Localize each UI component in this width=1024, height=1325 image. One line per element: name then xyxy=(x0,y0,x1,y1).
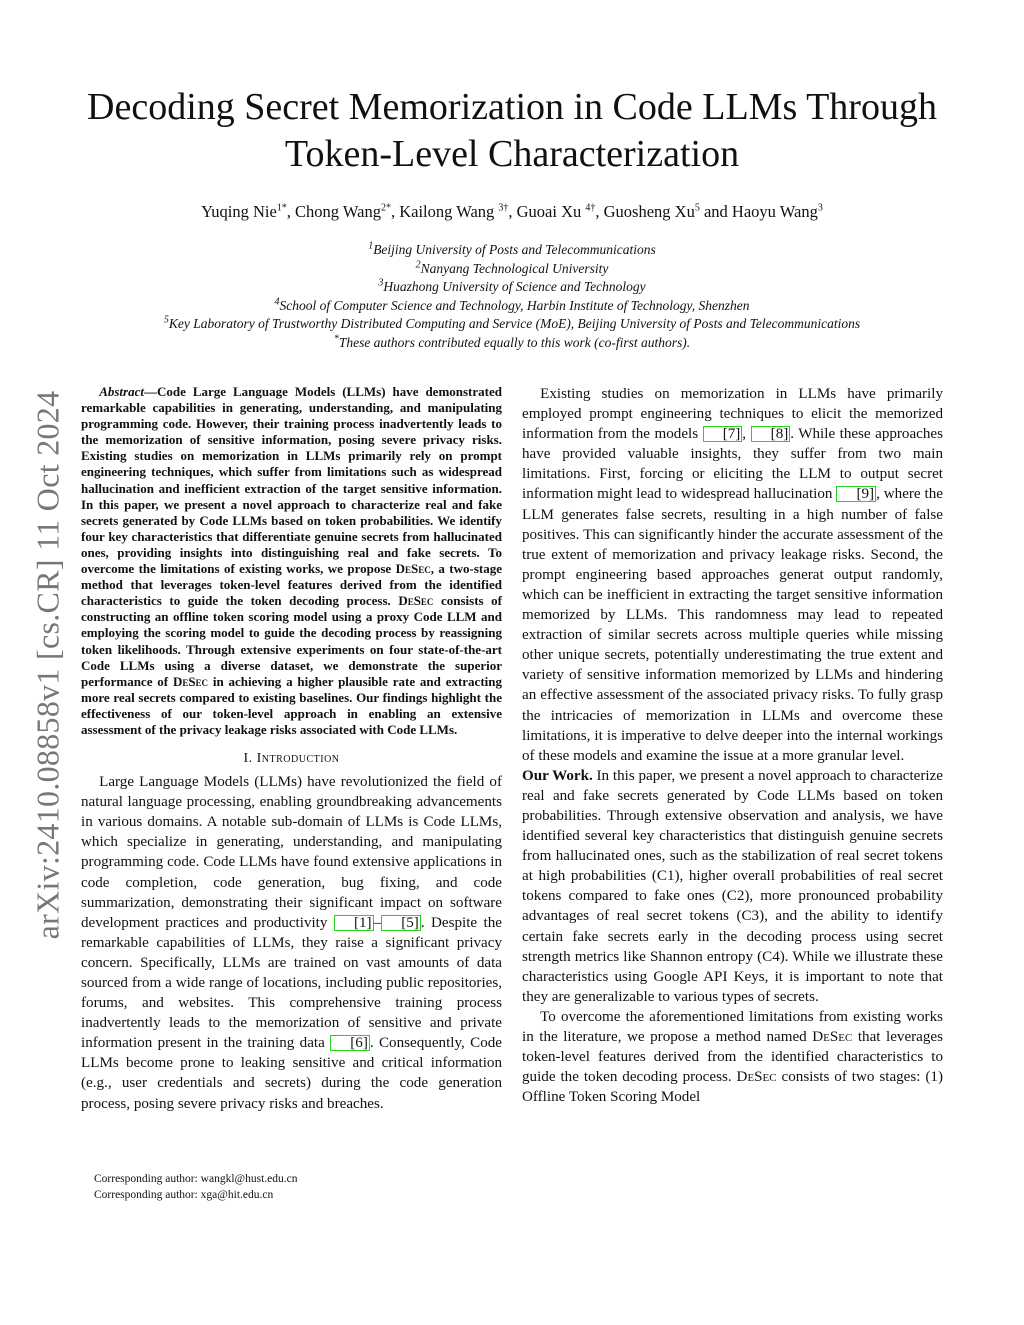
affiliation xyxy=(80,260,944,279)
abstract-text: , a two-stage method that leverages token-level features derived from the identified characteristics to guide the token decoding process. xyxy=(81,561,502,609)
method-name: DeSec xyxy=(736,1069,777,1086)
arxiv-identifier: arXiv:2410.08858v1 [cs.CR] 11 Oct 2024 xyxy=(29,390,66,940)
footnotes xyxy=(94,1172,298,1203)
section-title: Introduction xyxy=(256,751,340,767)
paragraph-text: Existing studies on memorization in LLMs have primarily employed prompt engineering techniques to elicit the memorized information from the models xyxy=(522,386,943,443)
author-mark: 2* xyxy=(380,202,391,214)
citation-link[interactable]: [9] xyxy=(836,486,876,502)
section-heading xyxy=(81,750,502,768)
method-name: DeSec xyxy=(395,561,431,577)
affiliation-mark: 5 xyxy=(163,314,169,326)
body-paragraph xyxy=(81,772,502,1114)
body-paragraph xyxy=(522,766,943,1007)
affiliation-mark: 1 xyxy=(368,240,374,252)
citation-link[interactable]: [7] xyxy=(703,426,743,442)
paragraph-lead: Our Work. xyxy=(522,767,593,784)
paragraph-text: consists of two stages: (1) Offline Token Scoring Model xyxy=(522,1069,943,1106)
paragraph-text: . Despite the remarkable capabilities of LLMs, they raise a significant privacy concern. Specifically, LLMs are trained on vast amounts of data sourced from a wide range of locations, including public repositories, forums, and websites. This comprehensive training process inadvertently leads to the memorization of sensitive and private information present in the training data xyxy=(81,914,502,1052)
author-name: Guosheng Xu xyxy=(603,202,695,221)
author-mark: 4† xyxy=(585,202,596,214)
affiliation-text: School of Computer Science and Technology, Harbin Institute of Technology, Shenzhen xyxy=(279,297,750,313)
author-separator: and xyxy=(699,202,732,221)
citation-link[interactable]: [8] xyxy=(751,426,791,442)
affiliation-mark: 2 xyxy=(415,259,421,271)
paragraph-text: . While these approaches have provided valuable insights, they suffer from two main limitations. First, forcing or eliciting the LLM to output secret information might lead to widespread hallucination xyxy=(522,426,944,503)
author-separator: , xyxy=(595,202,604,221)
affiliation xyxy=(80,297,944,316)
affiliation-list xyxy=(80,241,944,353)
abstract-text: Code Large Language Models (LLMs) have demonstrated remarkable capabilities in generating, understanding, and manipulating programming code. However, their training process inadvertently leads to the memorization of sensitive information, posing severe privacy risks. Existing studies on memorization in LLMs primarily rely on prompt engineering techniques, which suffer from limitations such as widespread hallucination and inefficient extraction of the target sensitive information. In this paper, we present a novel approach to characterize real and fake secrets generated by Code LLMs based on token probabilities. We identify four key characteristics that differentiate genuine secrets from hallucinated ones, providing insights into distinguishing real and fake secrets. To overcome the limitations of existing works, we propose xyxy=(81,384,502,577)
paragraph-text: Large Language Models (LLMs) have revolutionized the field of natural language processing, enabling groundbreaking advancements in various domains. A notable sub-domain of LLMs is Code LLMs, which specialize in generating, understanding, and manipulating programming code. Code LLMs have found extensive applications in code completion, code generation, bug fixing, and code summarization, demonstrating their significant impact on software development practices and productivity xyxy=(81,774,502,931)
citation-separator: , xyxy=(742,426,751,443)
abstract-dash: — xyxy=(143,384,157,399)
footnote-corresponding-author: Corresponding author: wangkl@hust.edu.cn xyxy=(94,1173,298,1185)
author-name: Kailong Wang xyxy=(399,202,499,221)
author-separator: , xyxy=(390,202,400,221)
affiliation xyxy=(80,315,944,334)
body-paragraph xyxy=(522,384,943,766)
author-name: Yuqing Nie xyxy=(201,202,277,221)
author-mark: 3 xyxy=(817,202,823,214)
affiliation-mark: 4 xyxy=(274,296,280,308)
citation-link[interactable]: [1] xyxy=(334,915,374,931)
affiliation-text: Key Laboratory of Trustworthy Distributed Computing and Service (MoE), Beijing University of Posts and Telecommunications xyxy=(168,316,861,332)
affiliation xyxy=(80,278,944,297)
method-name: DeSec xyxy=(812,1029,853,1045)
paragraph-text: In this paper, we present a novel approach to characterize real and fake secrets generated by Code LLMs based on token probabilities. Through extensive observation and analysis, we have identified several key characteristics that distinguish genuine secrets from hallucinated ones, such as the stabilization of real secret tokens at high probabilities (C1), higher overall probabilities of real secret tokens compared to fake ones (C2), more pronounced probability advantages of real secret tokens (C3), and the ability to identify certain fake secrets early in the decoding process using secret strength metrics like Shannon entropy (C4). While we illustrate these characteristics using Google API Keys, it is important to note that they are generalizable to various types of secrets. xyxy=(522,767,943,1005)
author-name: Guoai Xu xyxy=(516,202,586,221)
section-number: I. xyxy=(243,751,257,767)
author-mark: 5 xyxy=(694,202,700,214)
citation-link[interactable]: [5] xyxy=(381,915,421,931)
author-mark: 3† xyxy=(498,202,509,214)
affiliation xyxy=(80,334,944,353)
abstract-text: in achieving a higher plausible rate and extracting more real secrets compared to existing baselines. Our findings highlight the effectiveness of our token-level approach in enabling an extensive assessment of the privacy leakage risks associated with Code LLMs. xyxy=(81,673,502,737)
affiliation xyxy=(80,241,944,260)
author-mark: 1* xyxy=(276,202,287,214)
affiliation-text: Nanyang Technological University xyxy=(420,260,609,276)
author-separator: , xyxy=(286,202,296,221)
paragraph-text: To overcome the aforementioned limitations from existing works in the literature, we propose a method named xyxy=(522,1008,943,1045)
affiliation-text: These authors contributed equally to this work (co-first authors). xyxy=(338,334,691,350)
citation-link[interactable]: [6] xyxy=(330,1035,370,1051)
author-list xyxy=(80,201,944,223)
author-name: Chong Wang xyxy=(295,202,381,221)
author-name: Haoyu Wang xyxy=(731,202,818,221)
abstract xyxy=(81,384,502,738)
affiliation-text: Huazhong University of Science and Technology xyxy=(383,279,646,295)
affiliation-text: Beijing University of Posts and Telecommunications xyxy=(373,242,656,257)
arxiv-sidebar xyxy=(20,350,76,980)
paper-title: Decoding Secret Memorization in Code LLMs Through Token-Level Characterization xyxy=(87,86,937,175)
method-name: DeSec xyxy=(172,673,209,689)
paragraph-text: , where the LLM generates false secrets, resulting in a high number of false positives. This can significantly hinder the accurate assessment of the true extent of memorization and privacy leakage risks. Second, the prompt engineering based approaches generat output randomly, which can be inefficient in extracting the target sensitive information memorized by LLMs. This randomness may lead to repeated extraction of similar secrets across multiple queries while missing other unique secrets, potentially underestimating the true extent and variety of sensitive information memorized by LLMs and hindering an effective assessment of the associated privacy risks. To fully grasp the intricacies of memorization in LLMs and overcome these limitations, it is imperative to delve deeper into the internal workings of these models and examine the issue at a more granular level. xyxy=(522,486,943,764)
affiliation-mark: 3 xyxy=(378,277,384,289)
method-name: DeSec xyxy=(398,593,434,609)
affiliation-mark: * xyxy=(333,333,339,345)
paragraph-text: that leverages token-level features derived from the identified characteristics to guide the token decoding process. xyxy=(522,1029,943,1086)
body-paragraph xyxy=(522,1007,943,1107)
paragraph-text: . Consequently, Code LLMs become prone to leaking sensitive and critical information (e.g., user credentials and secrets) during the code generation process, posing severe privacy risks and breaches. xyxy=(81,1035,502,1112)
author-separator: , xyxy=(508,202,517,221)
right-column xyxy=(522,384,943,1107)
abstract-label: Abstract xyxy=(99,384,144,399)
left-column xyxy=(81,384,502,1114)
range-dash: – xyxy=(373,914,382,931)
abstract-text: consists of constructing an offline token scoring model using a proxy Code LLM and employing the scoring model to guide the decoding process by reassigning token likelihoods. Through extensive experiments on four state-of-the-art Code LLMs using a diverse dataset, we demonstrate the superior performance of xyxy=(81,593,502,689)
footnote-corresponding-author: Corresponding author: xga@hit.edu.cn xyxy=(94,1188,274,1201)
